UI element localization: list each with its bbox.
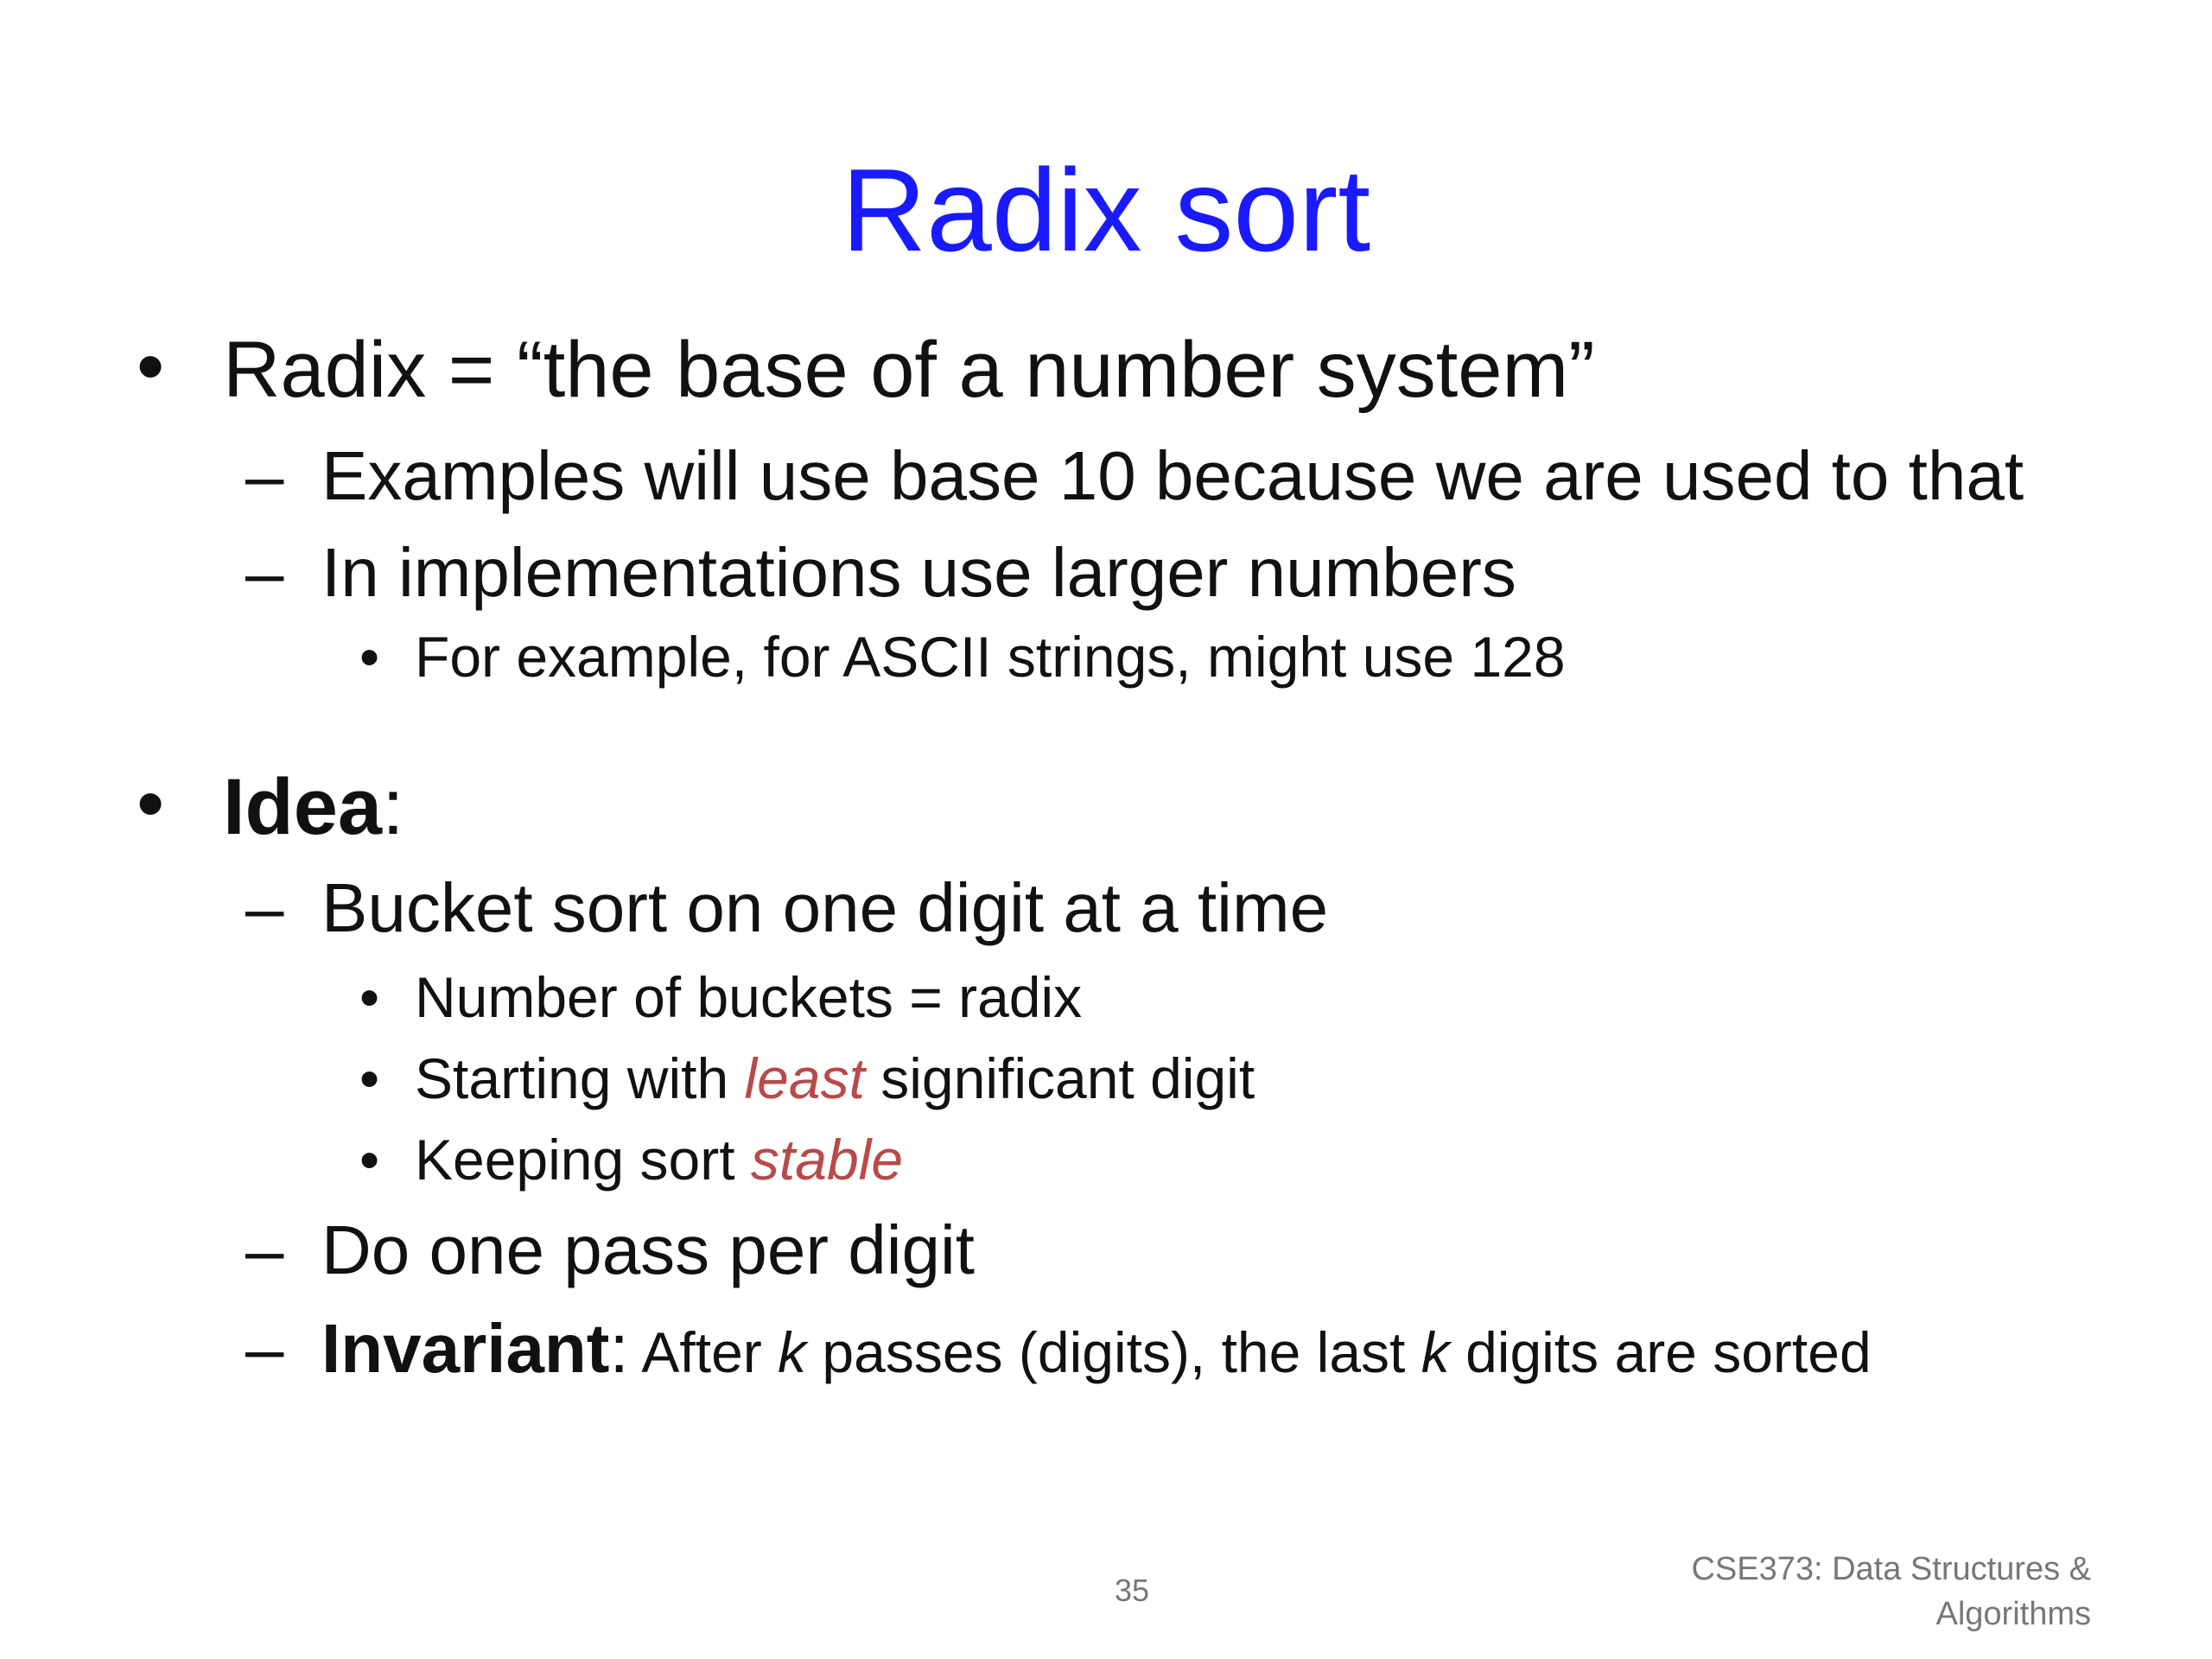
subsub-ascii: For example, for ASCII strings, might use 128 <box>415 625 1566 689</box>
invariant-text <box>629 1320 1872 1384</box>
sub-examples: Examples will use base 10 because we are used to that <box>321 437 2024 514</box>
idea-colon: : <box>382 763 404 851</box>
text-span: After <box>628 1320 779 1384</box>
subbullet-marker: • <box>359 1046 380 1110</box>
dash-marker: – <box>245 534 284 611</box>
emphasis-stable: stable <box>750 1128 904 1192</box>
sub-implementations: In implementations use larger numbers <box>321 534 1516 611</box>
subsub-least <box>415 1046 1255 1111</box>
var-k: k <box>778 1320 807 1384</box>
sub-bucket-sort: Bucket sort on one digit at a time <box>321 869 1329 946</box>
subbullet-marker: • <box>359 625 380 689</box>
emphasis-least: least <box>744 1046 865 1110</box>
var-k: k <box>1421 1320 1450 1384</box>
dash-marker: – <box>245 1310 284 1387</box>
sub-invariant <box>321 1310 1872 1391</box>
text-span: digits are sorted <box>1449 1320 1872 1384</box>
slide-title: Radix sort <box>841 144 1371 276</box>
dash-marker: – <box>245 437 284 514</box>
dash-marker: – <box>245 869 284 946</box>
sub-one-pass: Do one pass per digit <box>321 1211 976 1288</box>
subsub-stable <box>415 1127 903 1192</box>
text-span: Starting with <box>415 1046 745 1110</box>
bullet-idea <box>223 764 404 850</box>
text-span: significant digit <box>864 1046 1255 1110</box>
bullet-marker: • <box>137 760 165 848</box>
bullet-marker: • <box>137 322 165 410</box>
idea-label: Idea <box>223 763 383 851</box>
footer-line-2: Algorithms <box>1936 1596 2091 1632</box>
text-span: Keeping sort <box>415 1128 751 1192</box>
course-footer <box>1691 1547 2091 1637</box>
footer-line-1: CSE373: Data Structures & <box>1691 1551 2091 1587</box>
subsub-buckets: Number of buckets = radix <box>415 965 1083 1029</box>
text-span: passes (digits), the last <box>806 1320 1421 1384</box>
invariant-label: Invariant <box>321 1310 610 1387</box>
subbullet-marker: • <box>359 1128 380 1192</box>
subbullet-marker: • <box>359 965 380 1029</box>
bullet-radix: Radix = “the base of a number system” <box>223 326 1595 414</box>
dash-marker: – <box>245 1211 284 1288</box>
text-span: : <box>609 1310 629 1387</box>
page-number: 35 <box>1114 1573 1150 1608</box>
